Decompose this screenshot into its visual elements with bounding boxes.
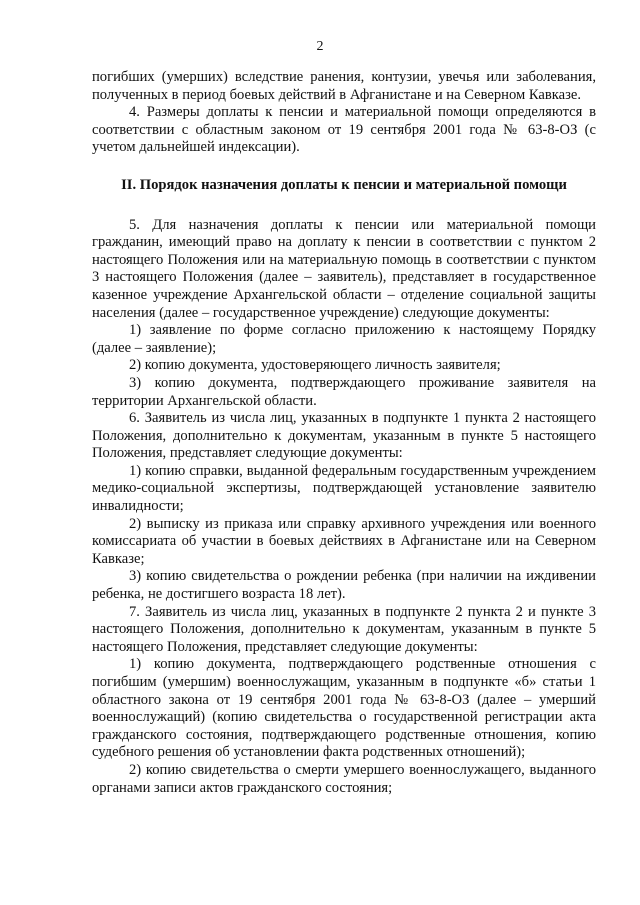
paragraph-item-7-2: 2) копию свидетельства о смерти умершего военнослужащего, выданного органами записи актов гражданского состояния; — [92, 761, 596, 796]
paragraph-item-6: 6. Заявитель из числа лиц, указанных в подпункте 1 пункта 2 настоящего Положения, дополнительно к документам, указанным в пункте 5 настоящего Положения, представляет следующие документы: — [92, 410, 596, 462]
paragraph-item-6-2: 2) выписку из приказа или справку архивного учреждения или военного комиссариата об участии в боевых действиях в Афганистане или на Северном Кавказе; — [92, 515, 596, 567]
paragraph-item-5: 5. Для назначения доплаты к пенсии или материальной помощи гражданин, имеющий право на доплату к пенсии в соответствии с пунктом 2 настоящего Положения или на материальную помощь в соответствии с пунктом 3 настоящего Положения (далее – заявитель), представляет в государственное казенное учреждение Архангельской области – отделение социальной защиты населения (далее – государственное учреждение) следующие документы: — [92, 216, 596, 321]
paragraph-item-5-1: 1) заявление по форме согласно приложению к настоящему Порядку (далее – заявление); — [92, 322, 596, 356]
paragraph-item-4: 4. Размеры доплаты к пенсии и материальной помощи определяются в соответствии с областным законом от 19 сентября 2001 года № 63-8-ОЗ (с учетом дальнейшей индексации). — [92, 104, 596, 156]
section-heading: II. Порядок назначения доплаты к пенсии и материальной помощи — [121, 176, 567, 193]
paragraph-item-5-2: 2) копию документа, удостоверяющего личность заявителя; — [129, 357, 501, 374]
paragraph-item-6-1: 1) копию справки, выданной федеральным государственным учреждением медико-социальной экспертизы, подтверждающей установление заявителю инвалидности; — [92, 462, 596, 515]
paragraph-item-6-3: 3) копию свидетельства о рождении ребенка (при наличии на иждивении ребенка, не достигшего возраста 18 лет). — [92, 568, 596, 603]
paragraph-continuation: погибших (умерших) вследствие ранения, контузии, увечья или заболевания, полученных в период боевых действий в Афганистане и на Северном Кавказе. — [92, 69, 596, 103]
page-number: 2 — [316, 39, 324, 54]
document-body — [92, 69, 596, 797]
paragraph-item-5-3: 3) копию документа, подтверждающего проживание заявителя на территории Архангельской области. — [92, 374, 596, 409]
paragraph-item-7: 7. Заявитель из числа лиц, указанных в подпункте 2 пункта 2 и пункте 3 настоящего Положения, дополнительно к документам, указанным в пункте 5 настоящего Положения, представляет следующие документы: — [92, 603, 596, 655]
paragraph-item-7-1: 1) копию документа, подтверждающего родственные отношения с погибшим (умершим) военнослужащим, указанным в подпункте «б» статьи 1 областного закона от 19 сентября 2001 года № 63-8-ОЗ (далее – умерший военнослужащий) (копию свидетельства о государственной регистрации акта гражданского состояния, подтверждающего родственные отношения, копию судебного решения об установлении факта родственных отношений); — [92, 656, 596, 761]
